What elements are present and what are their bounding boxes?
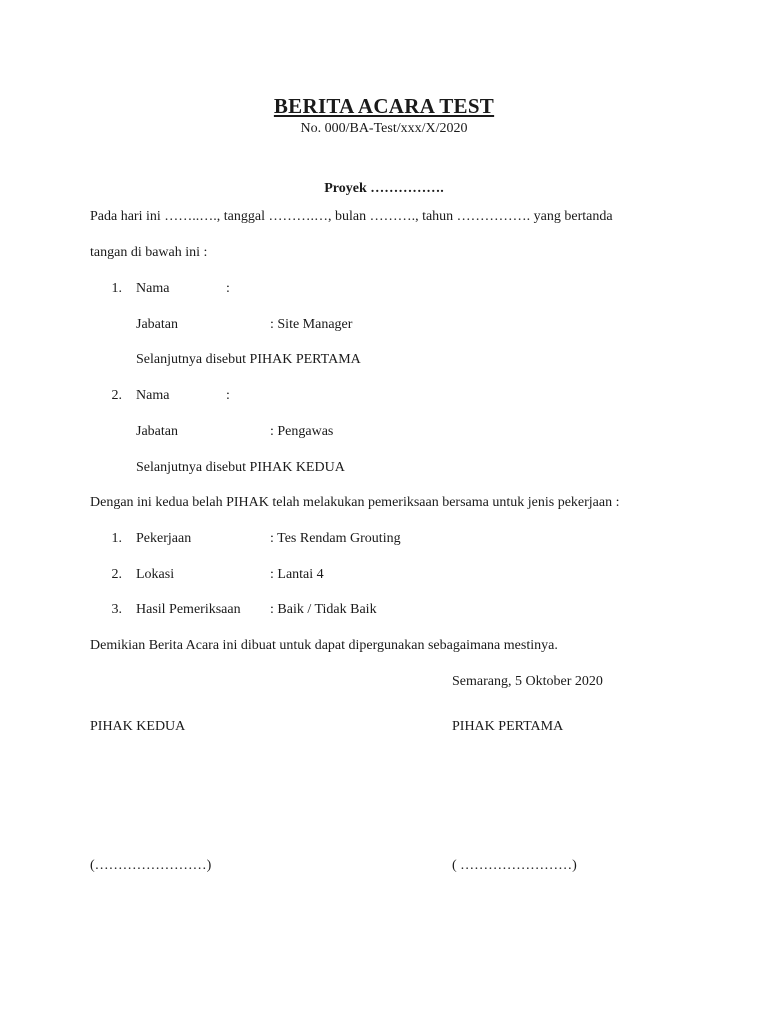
party1-nama-label: Nama: [136, 281, 170, 296]
item-label: Pekerjaan: [136, 531, 192, 546]
item-value: : Baik / Tidak Baik: [270, 602, 377, 617]
item-label: Lokasi: [136, 567, 175, 582]
item-value: : Tes Rendam Grouting: [270, 531, 401, 546]
intro-line-1: Pada hari ini ……..…., tanggal ……….…, bulan ………., tahun ……………. yang bertanda: [90, 209, 613, 224]
party2-jabatan-value: : Pengawas: [270, 424, 334, 439]
intro-line-2: tangan di bawah ini :: [90, 245, 208, 260]
item-number: 3.: [111, 602, 122, 617]
party1-jabatan-value: : Site Manager: [270, 317, 353, 332]
signature-right-line: ( ……………………): [452, 858, 577, 873]
signature-left-line: (……………………): [90, 858, 212, 873]
party1-number: 1.: [111, 281, 122, 296]
document-number: No. 000/BA-Test/xxx/X/2020: [300, 121, 468, 136]
party2-number: 2.: [111, 388, 122, 403]
party1-jabatan-label: Jabatan: [136, 317, 178, 332]
item-label: Hasil Pemeriksaan: [136, 602, 241, 617]
party2-note: Selanjutnya disebut PIHAK KEDUA: [136, 460, 345, 475]
party2-nama-separator: :: [226, 388, 230, 403]
inspection-intro: Dengan ini kedua belah PIHAK telah melakukan pemeriksaan bersama untuk jenis pekerjaan :: [90, 495, 620, 510]
document-title: BERITA ACARA TEST: [273, 94, 495, 118]
signature-right-label: PIHAK PERTAMA: [452, 719, 564, 734]
party2-jabatan-label: Jabatan: [136, 424, 178, 439]
project-line: Proyek …………….: [324, 181, 444, 196]
item-number: 1.: [111, 531, 122, 546]
signature-left-label: PIHAK KEDUA: [90, 719, 186, 734]
party2-nama-label: Nama: [136, 388, 170, 403]
item-number: 2.: [111, 567, 122, 582]
party1-note: Selanjutnya disebut PIHAK PERTAMA: [136, 352, 361, 367]
place-date: Semarang, 5 Oktober 2020: [452, 674, 603, 689]
party1-nama-separator: :: [226, 281, 230, 296]
closing-statement: Demikian Berita Acara ini dibuat untuk dapat dipergunakan sebagaimana mestinya.: [90, 638, 558, 653]
item-value: : Lantai 4: [270, 567, 324, 582]
